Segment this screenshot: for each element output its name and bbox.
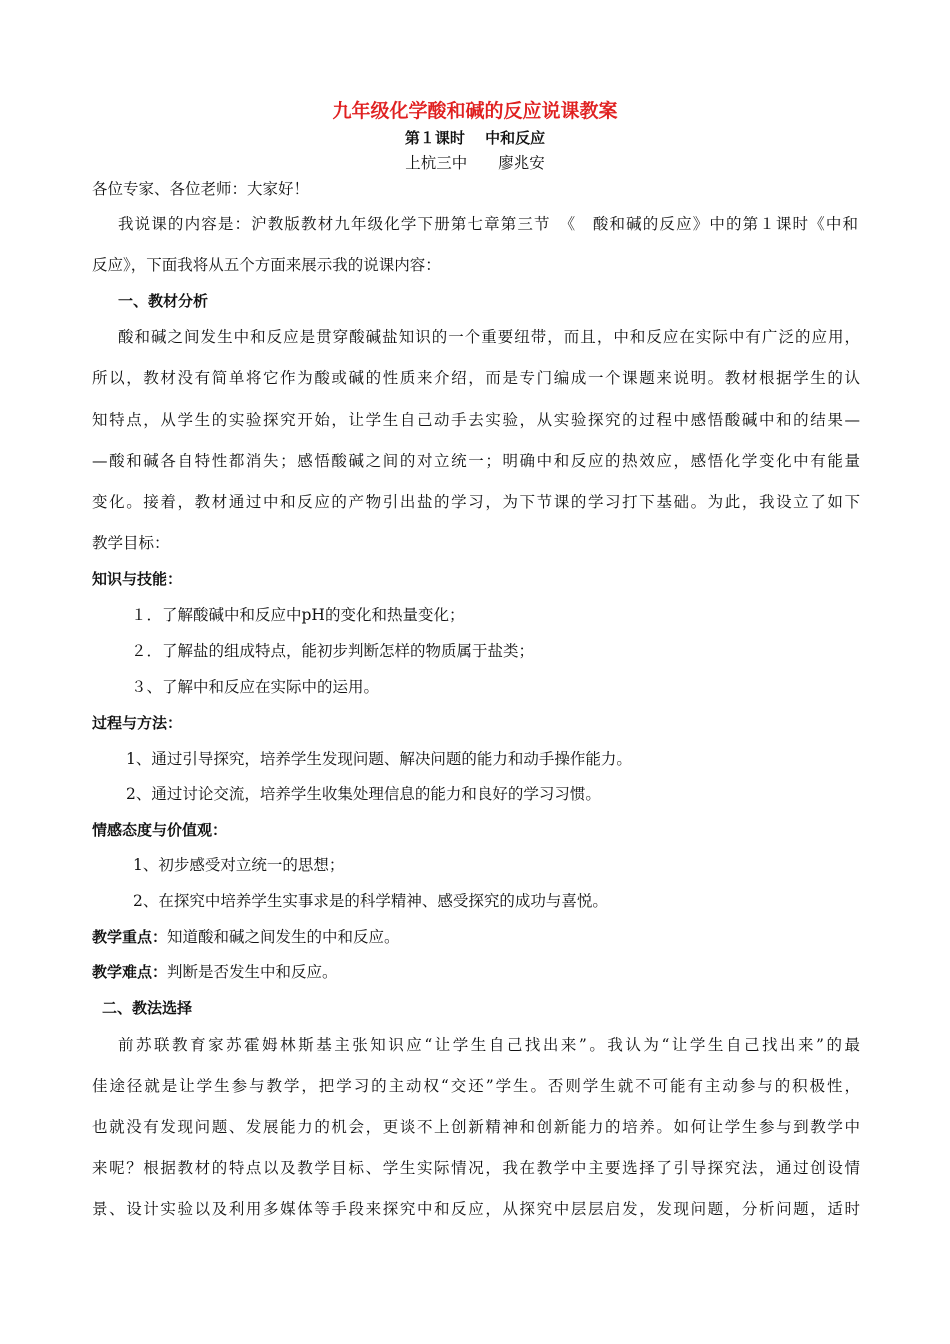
teaching-key-line: [92, 927, 400, 947]
intro-line-1: 我说课的内容是：沪教版教材九年级化学下册第七章第三节 《 酸和碱的反应》中的第１课时《中和: [118, 215, 858, 233]
s2-para-line-3: 也就没有发现问题、发展能力的机会，更谈不上创新精神和创新能力的培养。如何让学生参与到教学中: [92, 1118, 860, 1136]
s1-para-line-5: 变化。接着，教材通过中和反应的产物引出盐的学习，为下节课的学习打下基础。为此，我设立了如下: [92, 493, 860, 511]
knowledge-heading: 知识与技能：: [92, 570, 183, 588]
author-line: 上杭三中 廖兆安: [405, 154, 545, 172]
greeting: 各位专家、各位老师：大家好！: [92, 180, 310, 198]
section-1-heading: 一、教材分析: [118, 292, 209, 310]
teaching-difficulty-line: [92, 962, 338, 982]
intro-line-2: 反应》，下面我将从五个方面来展示我的说课内容：: [92, 256, 441, 274]
section-2-heading: 二、教法选择: [102, 999, 193, 1017]
knowledge-item-3: ３、了解中和反应在实际中的运用。: [131, 678, 380, 696]
s1-para-line-3: 知特点，从学生的实验探究开始，让学生自己动手去实验，从实验探究的过程中感悟酸碱中和的结果—: [92, 411, 860, 429]
s1-para-line-4: —酸和碱各自特性都消失；感悟酸碱之间的对立统一；明确中和反应的热效应，感悟化学变化中有能量: [92, 452, 860, 470]
s2-para-line-2: 佳途径就是让学生参与教学，把学习的主动权“交还”学生。否则学生就不可能有主动参与的积极性，: [92, 1077, 860, 1095]
s2-para-line-5: 景、设计实验以及利用多媒体等手段来探究中和反应，从探究中层层启发，发现问题，分析问题，适时: [92, 1200, 860, 1218]
s2-para-line-1: 前苏联教育家苏霍姆林斯基主张知识应“让学生自己找出来”。我认为“让学生自己找出来”的最: [118, 1036, 860, 1054]
s1-para-line-1: 酸和碱之间发生中和反应是贯穿酸碱盐知识的一个重要纽带，而且，中和反应在实际中有广泛的应用，: [118, 328, 860, 346]
process-item-2: 2、通过讨论交流，培养学生收集处理信息的能力和良好的学习习惯。: [126, 785, 601, 803]
emotion-item-2: 2、在探究中培养学生实事求是的科学精神、感受探究的成功与喜悦。: [133, 892, 608, 910]
lesson-subtitle: 第１课时 中和反应: [404, 129, 546, 147]
process-heading: 过程与方法：: [92, 714, 183, 732]
emotion-item-1: 1、初步感受对立统一的思想；: [133, 856, 345, 874]
teaching-difficulty-text: 判断是否发生中和反应。: [167, 963, 338, 981]
document-title: 九年级化学酸和碱的反应说课教案: [332, 100, 618, 122]
knowledge-item-2: ２．了解盐的组成特点，能初步判断怎样的物质属于盐类；: [131, 642, 535, 660]
teaching-key-text: 知道酸和碱之间发生的中和反应。: [167, 928, 400, 946]
s1-para-line-6: 教学目标：: [92, 534, 170, 552]
teaching-difficulty-label: 教学难点：: [92, 963, 168, 981]
s1-para-line-2: 所以，教材没有简单将它作为酸或碱的性质来介绍，而是专门编成一个课题来说明。教材根据学生的认: [92, 369, 860, 387]
knowledge-item-1: １．了解酸碱中和反应中pH的变化和热量变化；: [131, 606, 465, 624]
emotion-heading: 情感态度与价值观：: [92, 821, 228, 839]
process-item-1: 1、通过引导探究，培养学生发现问题、解决问题的能力和动手操作能力。: [126, 750, 632, 768]
teaching-key-label: 教学重点：: [92, 928, 168, 946]
s2-para-line-4: 来呢？根据教材的特点以及教学目标、学生实际情况，我在教学中主要选择了引导探究法，通过创设情: [92, 1159, 860, 1177]
